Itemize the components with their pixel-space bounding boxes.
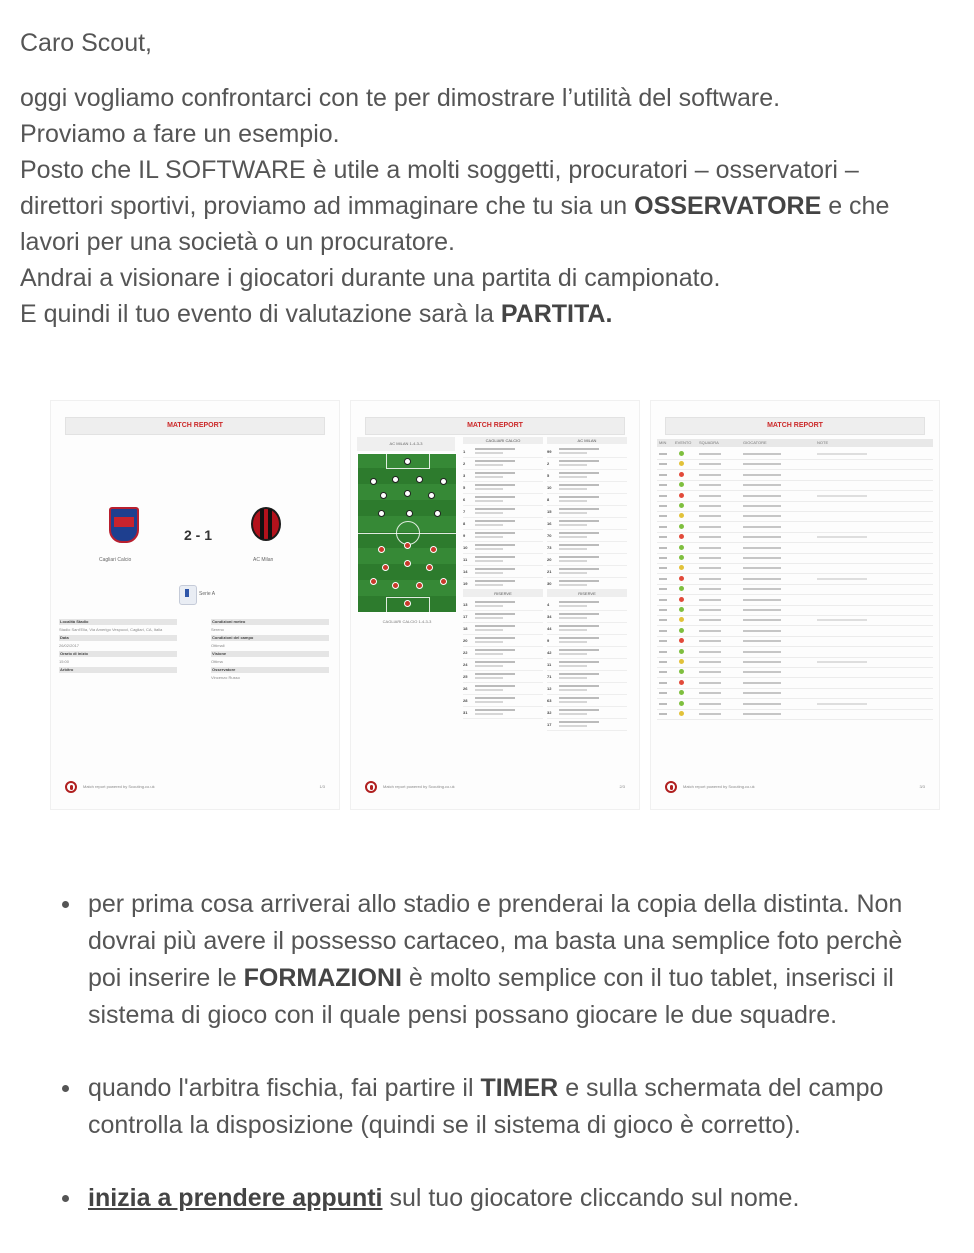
shirt-number: 26: [463, 686, 468, 691]
roster-row: [463, 623, 543, 635]
scouting-logo-icon: [365, 781, 377, 793]
shirt-number: 22: [463, 650, 468, 655]
greeting: Caro Scout,: [20, 29, 153, 57]
away-roster: AC MILAN 99 2 5 10 8 15 16 70 73 20 21 30 RISERVE 4 34 44 9 42 11 71 12 63 32 17: [547, 437, 627, 731]
report-page-1: [50, 400, 340, 810]
roster-row: [463, 566, 543, 578]
roster-row: [547, 707, 627, 719]
roster-row: [547, 578, 627, 590]
roster-row: [547, 683, 627, 695]
page-footer: Match report powered by Scouting.co.uk 2/3: [365, 781, 625, 795]
page-number: 3/3: [919, 784, 925, 789]
player-marker: [404, 560, 411, 567]
roster-row: [547, 482, 627, 494]
roster-row: [547, 446, 627, 458]
shirt-number: 9: [463, 533, 466, 538]
roster-subs-header: RISERVE: [463, 590, 543, 597]
shirt-number: 5: [547, 473, 550, 478]
shirt-number: 9: [547, 638, 550, 643]
page-number: 1/3: [319, 784, 325, 789]
bold-timer: TIMER: [480, 1074, 559, 1102]
scouting-logo-icon: [665, 781, 677, 793]
event-row: [657, 563, 933, 574]
player-marker: [392, 582, 399, 589]
event-row: [657, 605, 933, 616]
shirt-number: 13: [463, 602, 468, 607]
event-row: [657, 553, 933, 564]
shirt-number: 4: [547, 602, 550, 607]
player-marker: [380, 492, 387, 499]
event-row: [657, 626, 933, 637]
roster-row: [463, 458, 543, 470]
shirt-number: 10: [463, 545, 468, 550]
roster-row: [547, 530, 627, 542]
roster-row: [547, 719, 627, 731]
match-info-left: Località Stadio Stadio Sant'Elia, Via Amerigo Vespucci, Cagliari, CA, Italia Data 26/02/2017 Orario di inizio 15:00 Arbitro: [59, 619, 177, 683]
player-marker: [428, 492, 435, 499]
intro-paragraph: [20, 80, 970, 332]
roster-subs-header: RISERVE: [547, 590, 627, 597]
event-row: [657, 532, 933, 543]
bold-partita: PARTITA.: [500, 300, 613, 328]
milan-crest-icon: [251, 507, 281, 541]
shirt-number: 63: [547, 698, 552, 703]
roster-row: [463, 446, 543, 458]
roster-row: [463, 506, 543, 518]
event-row: [657, 667, 933, 678]
report-page-3: [650, 400, 940, 810]
page-header: MATCH REPORT: [365, 417, 625, 435]
shirt-number: 6: [463, 497, 466, 502]
player-marker: [378, 510, 385, 517]
shirt-number: 70: [547, 533, 552, 538]
page-footer: Match report powered by Scouting.co.uk 1/3: [65, 781, 325, 795]
home-roster: CAGLIARI CALCIO 1 2 3 5 6 7 8 9 10 11 14 19 RISERVE 13 17 18 20 22 24 25 26 28 31: [463, 437, 543, 719]
intro-line: oggi vogliamo confrontarci con te per dimostrare l’utilità del software.: [20, 84, 781, 112]
shirt-number: 11: [547, 662, 552, 667]
roster-row: [463, 611, 543, 623]
player-marker: [404, 600, 411, 607]
player-marker: [378, 546, 385, 553]
events-table-header: MIN EVENTO SQUADRA GIOCATORE NOTE: [657, 439, 933, 447]
intro-line: Andrai a visionare i giocatori durante una partita di campionato.: [20, 264, 721, 292]
shirt-number: 8: [547, 497, 550, 502]
shirt-number: 8: [463, 521, 466, 526]
page-header: MATCH REPORT: [665, 417, 925, 435]
competition-name: Serie A: [199, 591, 216, 597]
shirt-number: 11: [463, 557, 468, 562]
roster-row: [463, 635, 543, 647]
roster-row: [547, 566, 627, 578]
page-footer: Match report powered by Scouting.co.uk 3/3: [665, 781, 925, 795]
home-team-name: Cagliari Calcio: [99, 557, 132, 563]
player-marker: [404, 490, 411, 497]
scouting-logo-icon: [65, 781, 77, 793]
roster-row: [463, 494, 543, 506]
roster-row: [463, 671, 543, 683]
roster-row: [547, 506, 627, 518]
event-row: [657, 678, 933, 689]
event-row: [657, 449, 933, 460]
football-pitch: [357, 453, 457, 613]
page-number: 2/3: [619, 784, 625, 789]
event-row: [657, 470, 933, 481]
list-item: per prima cosa arriverai allo stadio e prenderai la copia della distinta. Non dovrai più avere il possesso cartaceo, ma basta una semplice foto perchè poi inserire le FORMAZIONI è molto semplice con il tuo tablet, inserisci il sistema di gioco con il quale pensi possano giocare le due squadre.: [88, 886, 974, 1034]
event-row: [657, 584, 933, 595]
roster-row: [547, 470, 627, 482]
shirt-number: 30: [547, 581, 552, 586]
event-row: [657, 459, 933, 470]
roster-row: [547, 647, 627, 659]
shirt-number: 20: [547, 557, 552, 562]
bold-osservatore: OSSERVATORE: [634, 192, 822, 220]
roster-row: [463, 470, 543, 482]
roster-row: [463, 530, 543, 542]
roster-row: [463, 599, 543, 611]
event-row: [657, 615, 933, 626]
roster-row: [547, 599, 627, 611]
away-team-name: AC Milan: [253, 557, 274, 563]
list-item: inizia a prendere appunti sul tuo giocatore cliccando sul nome.: [88, 1180, 974, 1217]
event-row: [657, 574, 933, 585]
intro-line: E quindi il tuo evento di valutazione sarà la PARTITA.: [20, 300, 613, 328]
roster-row: [463, 554, 543, 566]
shirt-number: 25: [463, 674, 468, 679]
match-score: 2 - 1: [184, 527, 213, 543]
event-row: [657, 699, 933, 710]
shirt-number: 42: [547, 650, 552, 655]
bold-formazioni: FORMAZIONI: [243, 964, 402, 992]
cagliari-crest-icon: [109, 507, 139, 543]
shirt-number: 15: [547, 509, 552, 514]
roster-row: [463, 707, 543, 719]
player-marker: [440, 578, 447, 585]
player-marker: [434, 510, 441, 517]
roster-row: [463, 647, 543, 659]
shirt-number: 16: [547, 521, 552, 526]
shirt-number: 5: [463, 485, 466, 490]
player-marker: [382, 564, 389, 571]
pitch-caption: CAGLIARI CALCIO 1-4-3-3: [382, 619, 432, 624]
event-row: [657, 647, 933, 658]
roster-row: [547, 458, 627, 470]
shirt-number: 17: [463, 614, 468, 619]
shirt-number: 19: [463, 581, 468, 586]
intro-line: lavori per una società o un procuratore.: [20, 228, 455, 256]
shirt-number: 14: [463, 569, 468, 574]
player-marker: [416, 582, 423, 589]
intro-line: direttori sportivi, proviamo ad immaginare che tu sia un OSSERVATORE e che: [20, 192, 890, 220]
event-row: [657, 636, 933, 647]
shirt-number: 20: [463, 638, 468, 643]
shirt-number: 44: [547, 626, 552, 631]
event-row: [657, 501, 933, 512]
shirt-number: 32: [547, 710, 552, 715]
shirt-number: 24: [463, 662, 468, 667]
shirt-number: 2: [547, 461, 550, 466]
event-row: [657, 522, 933, 533]
match-info-right: Condizioni meteo Sereno Condizioni del campo Ottimali Visione Ottima Osservatore Vincenzo Russo: [211, 619, 329, 683]
roster-row: [463, 695, 543, 707]
roster-row: [463, 578, 543, 590]
shirt-number: 71: [547, 674, 552, 679]
player-marker: [392, 476, 399, 483]
shirt-number: 73: [547, 545, 552, 550]
shirt-number: 1: [463, 449, 466, 454]
shirt-number: 18: [463, 626, 468, 631]
player-marker: [406, 510, 413, 517]
intro-line: Proviamo a fare un esempio.: [20, 120, 340, 148]
shirt-number: 7: [463, 509, 466, 514]
player-marker: [416, 476, 423, 483]
roster-row: [463, 518, 543, 530]
page-header: MATCH REPORT: [65, 417, 325, 435]
bold-inizia: inizia a prendere appunti: [88, 1184, 383, 1212]
roster-row: [547, 635, 627, 647]
shirt-number: 12: [547, 686, 552, 691]
roster-row: [547, 554, 627, 566]
player-marker: [370, 578, 377, 585]
shirt-number: 99: [547, 449, 552, 454]
player-marker: [426, 564, 433, 571]
steps-list: [40, 886, 974, 1253]
intro-line: Posto che IL SOFTWARE è utile a molti soggetti, procuratori – osservatori –: [20, 156, 859, 184]
list-item: quando l'arbitra fischia, fai partire il TIMER e sulla schermata del campo controlla la disposizione (quindi se il sistema di gioco è corretto).: [88, 1070, 974, 1144]
event-row: [657, 511, 933, 522]
serie-a-logo-icon: [179, 585, 197, 605]
player-marker: [404, 542, 411, 549]
event-row: [657, 595, 933, 606]
player-marker: [430, 546, 437, 553]
roster-row: [547, 611, 627, 623]
shirt-number: 28: [463, 698, 468, 703]
shirt-number: 2: [463, 461, 466, 466]
roster-row: [547, 659, 627, 671]
event-row: [657, 657, 933, 668]
roster-row: [463, 542, 543, 554]
player-marker: [370, 478, 377, 485]
shirt-number: 3: [463, 473, 466, 478]
event-row: [657, 709, 933, 720]
roster-row: [547, 542, 627, 554]
roster-row: [547, 671, 627, 683]
report-page-2: [350, 400, 640, 810]
roster-row: [463, 482, 543, 494]
event-row: [657, 543, 933, 554]
shirt-number: 10: [547, 485, 552, 490]
event-row: [657, 688, 933, 699]
roster-row: [463, 683, 543, 695]
player-marker: [440, 478, 447, 485]
pitch-title: AC MILAN 1-4-3-3: [357, 437, 455, 451]
roster-row: [547, 494, 627, 506]
shirt-number: 34: [547, 614, 552, 619]
event-row: [657, 491, 933, 502]
shirt-number: 21: [547, 569, 552, 574]
shirt-number: 31: [463, 710, 468, 715]
event-row: [657, 480, 933, 491]
player-marker: [404, 458, 411, 465]
roster-row: [547, 695, 627, 707]
roster-row: [547, 623, 627, 635]
match-report-preview: [50, 400, 960, 810]
roster-row: [547, 518, 627, 530]
shirt-number: 17: [547, 722, 552, 727]
roster-row: [463, 659, 543, 671]
